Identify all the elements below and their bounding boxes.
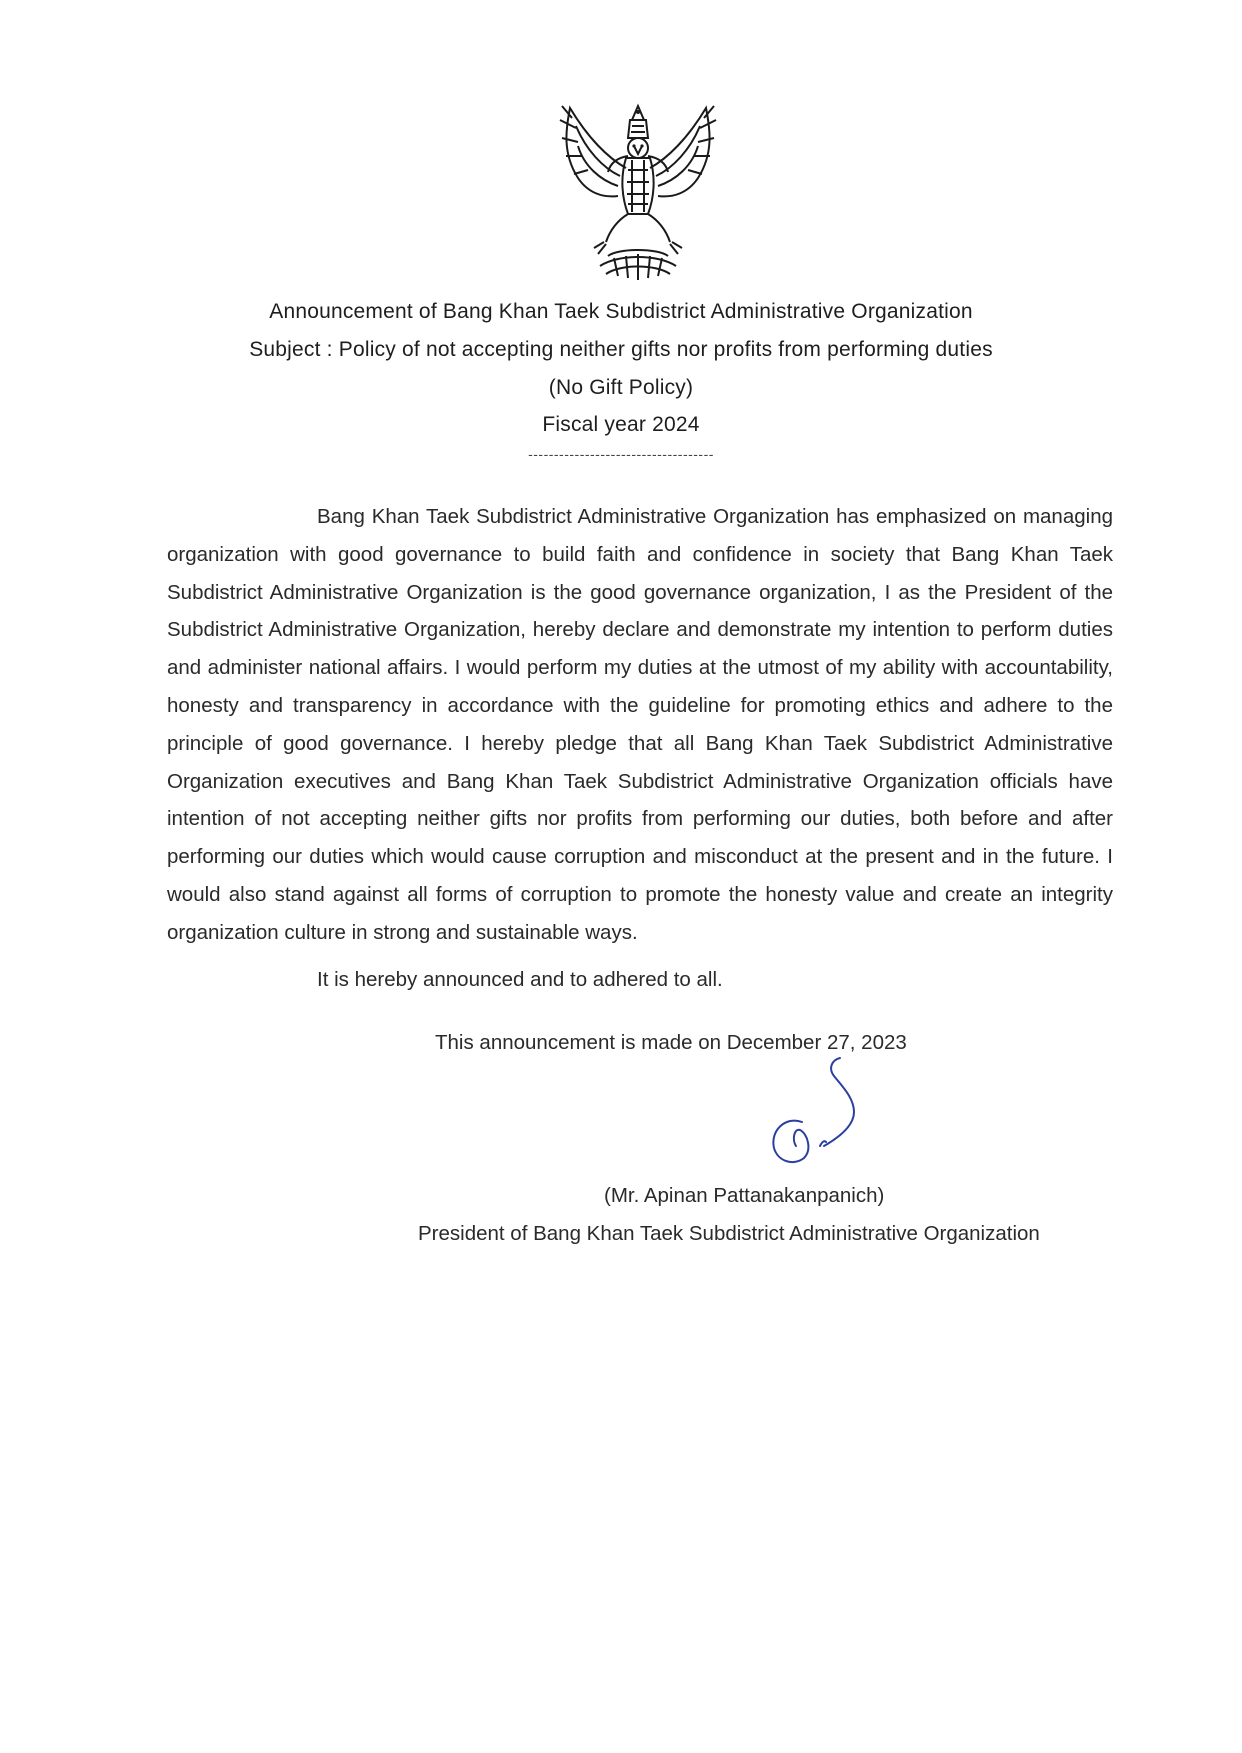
signatory-name: (Mr. Apinan Pattanakanpanich)	[604, 1184, 885, 1207]
policy-name: (No Gift Policy)	[548, 376, 694, 399]
fiscal-year: Fiscal year 2024	[542, 413, 700, 436]
dashed-divider: ------------------------------------	[528, 446, 714, 462]
closing-statement: It is hereby announced and to adhered to all.	[317, 968, 723, 991]
garuda-emblem-icon	[548, 98, 728, 282]
signatory-title: President of Bang Khan Taek Subdistrict Administrative Organization	[418, 1222, 1040, 1245]
body-paragraph: Bang Khan Taek Subdistrict Administrative Organization has emphasized on managing organization with good governance to build faith and confidence in society that Bang Khan Taek Subdistrict Administrative Organization is the good governance organization, I as the President of the Subdistrict Administrative Organization, hereby declare and demonstrate my intention to perform duties and administer national affairs. I would perform my duties at the utmost of my ability with accountability, honesty and transparency in accordance with the guideline for promoting ethics and adhere to the principle of good governance. I hereby pledge that all Bang Khan Taek Subdistrict Administrative Organization executives and Bang Khan Taek Subdistrict Administrative Organization officials have intention of not accepting neither gifts nor profits from performing our duties, both before and after performing our duties which would cause corruption and misconduct at the present and in the future. I would also stand against all forms of corruption to promote the honesty value and create an integrity organization culture in strong and sustainable ways.	[167, 505, 1113, 944]
announcement-title: Announcement of Bang Khan Taek Subdistrict Administrative Organization	[269, 300, 973, 323]
handwritten-signature	[742, 1050, 892, 1180]
announcement-date: This announcement is made on December 27, 2023	[435, 1031, 907, 1054]
announcement-subject: Subject : Policy of not accepting neither gifts nor profits from performing duties	[249, 338, 993, 361]
